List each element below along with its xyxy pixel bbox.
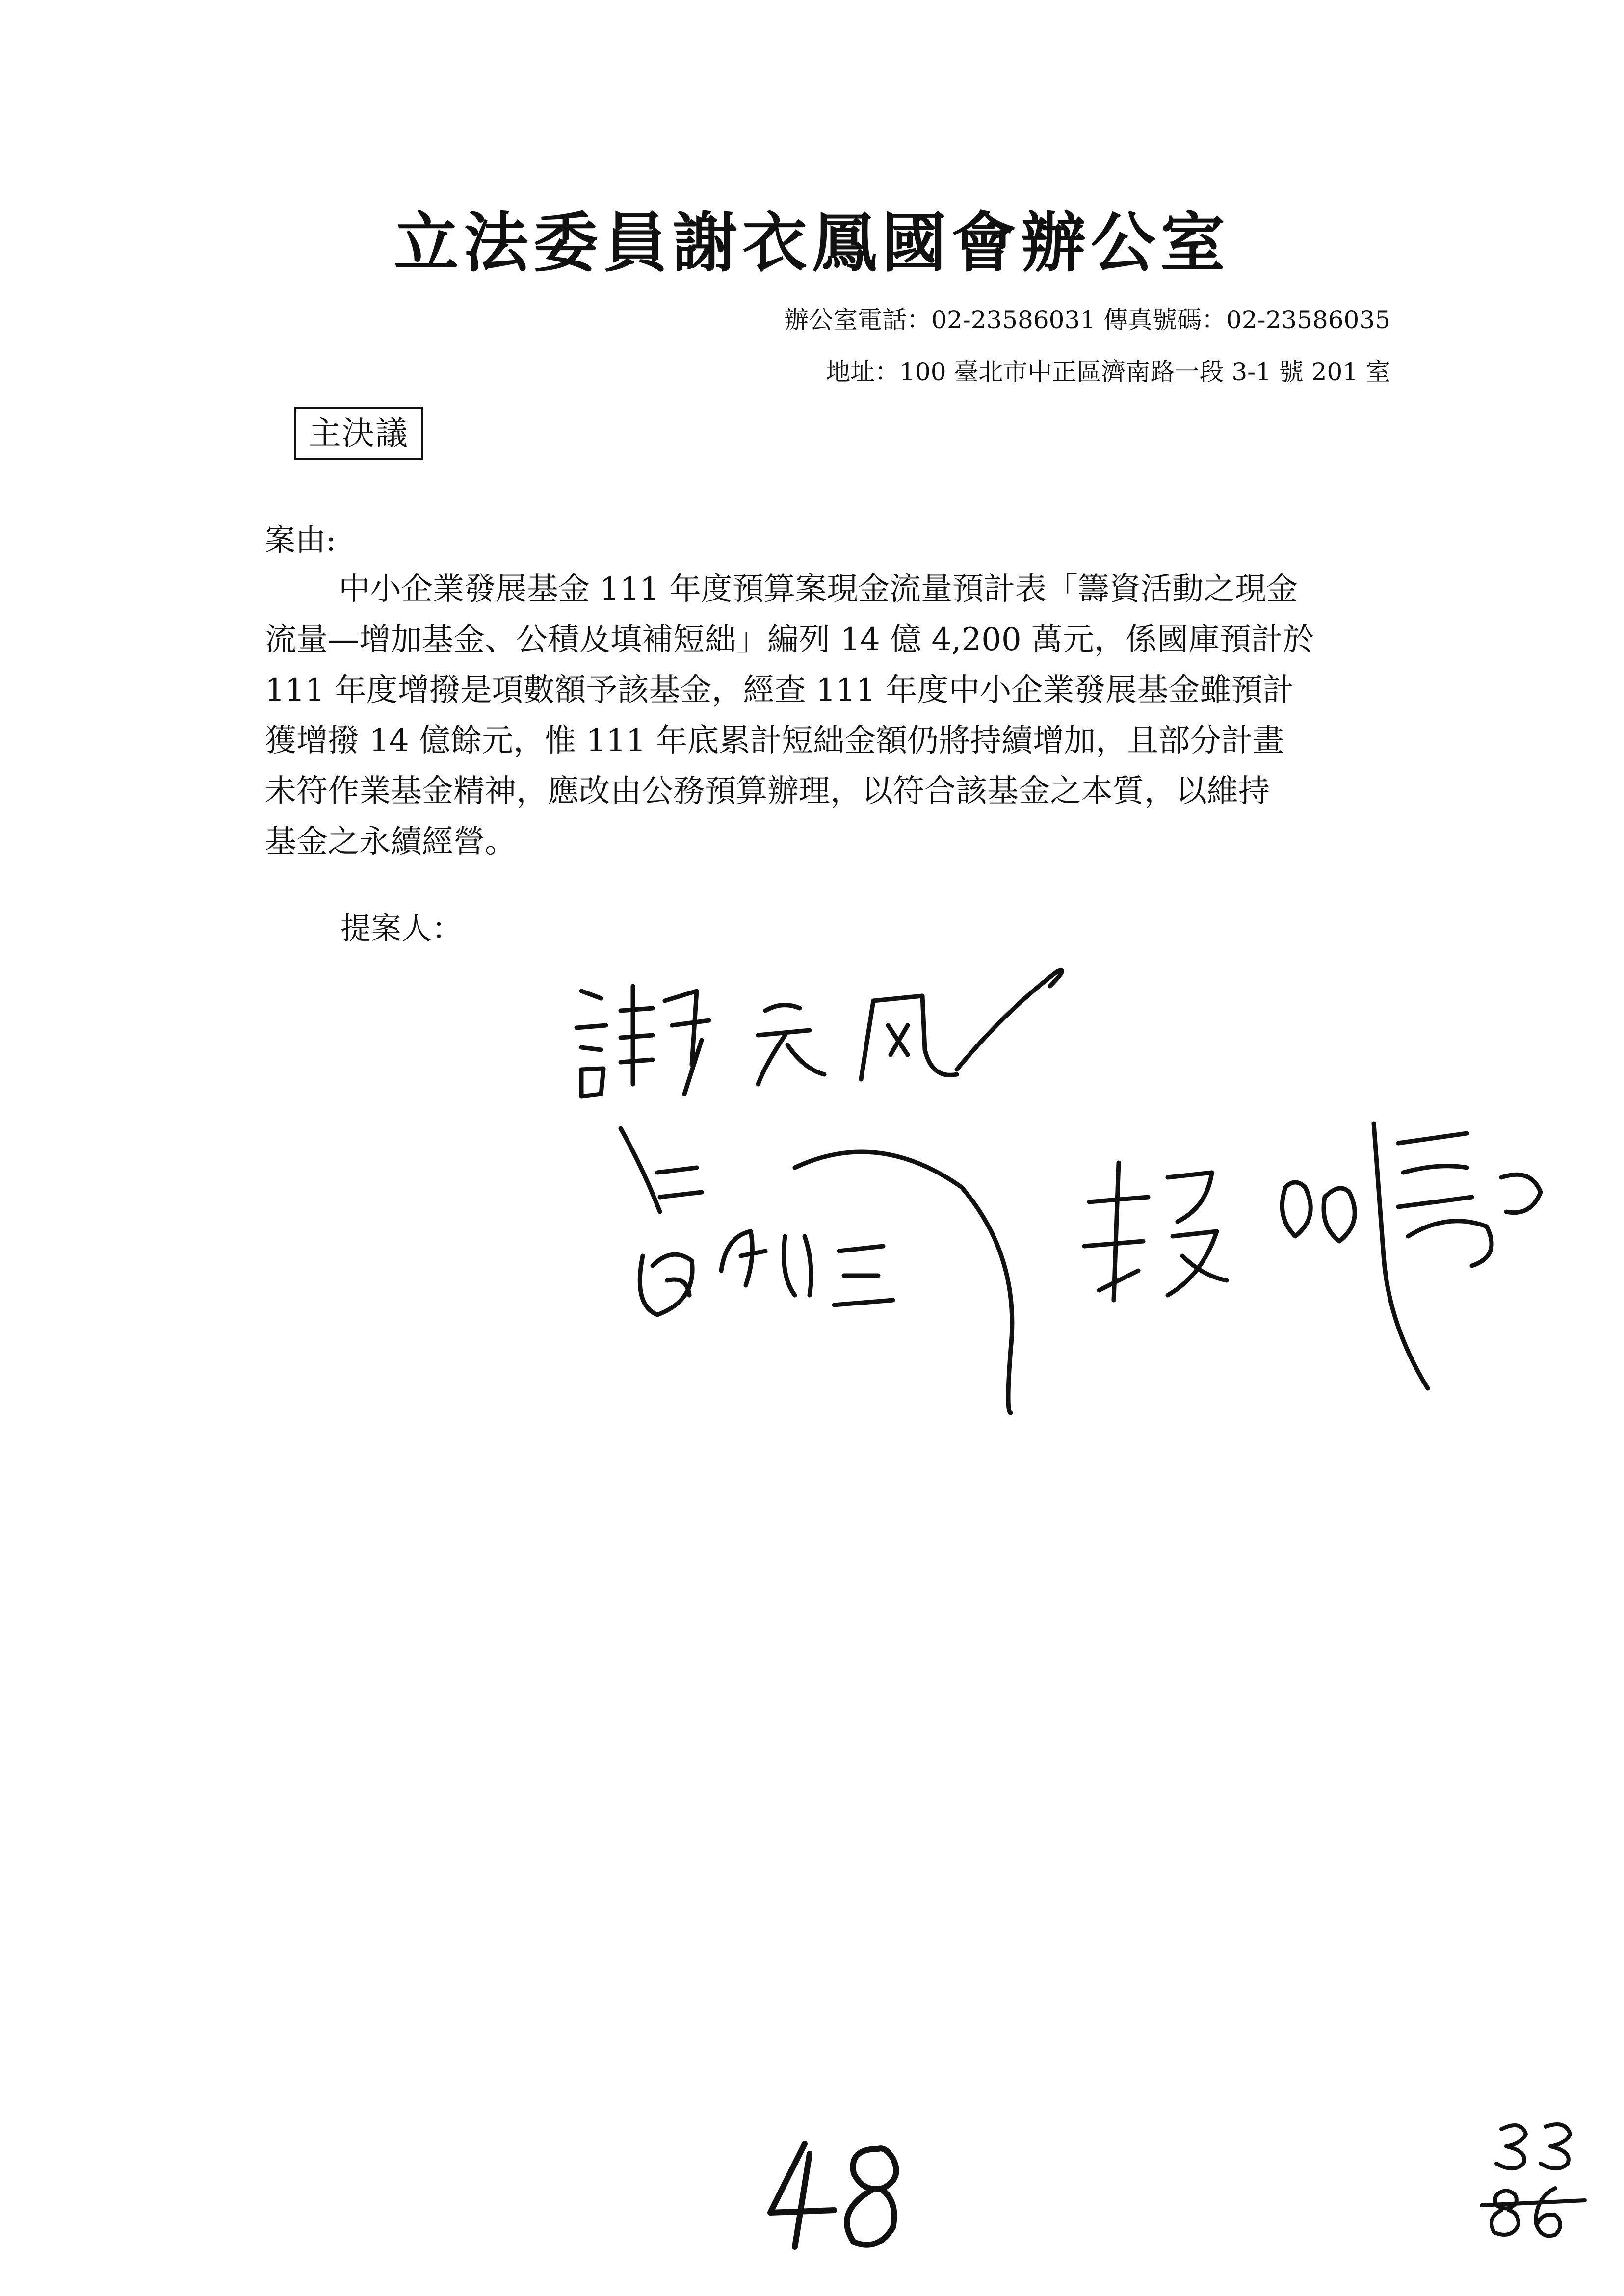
corner-numbers (1482, 2124, 1585, 2236)
resolution-type-box: 主決議 (294, 407, 423, 460)
case-line: 未符作業基金精神，應改由公務預算辦理，以符合該基金之本質，以維持 (265, 773, 1270, 809)
case-line: 基金之永續經營。 (265, 824, 516, 860)
case-line: 流量—增加基金、公積及填補短絀」編列 14 億 4,200 萬元，係國庫預計於 (265, 622, 1314, 658)
office-address: 地址：100 臺北市中正區濟南路一段 3-1 號 201 室 (826, 358, 1390, 386)
case-body (265, 564, 1393, 867)
signature-3 (1084, 1123, 1541, 1388)
proposer-label: 提案人： (341, 911, 463, 946)
office-phone-fax: 辦公室電話：02-23586031 傳真號碼：02-23586035 (784, 306, 1390, 334)
case-line: 獲增撥 14 億餘元，惟 111 年底累計短絀金額仍將持續增加，且部分計畫 (265, 723, 1284, 759)
letterhead-title: 立法委員謝衣鳳國會辦公室 (394, 205, 1230, 281)
case-line: 111 年度增撥是項數額予該基金，經查 111 年度中小企業發展基金雖預計 (265, 672, 1294, 708)
signature-2 (621, 1128, 1012, 1413)
page-number-48 (770, 2144, 896, 2247)
case-label: 案由: (265, 522, 336, 558)
signature-1 (576, 970, 1062, 1096)
case-line: 中小企業發展基金 111 年度預算案現金流量預計表「籌資活動之現金 (339, 571, 1298, 607)
